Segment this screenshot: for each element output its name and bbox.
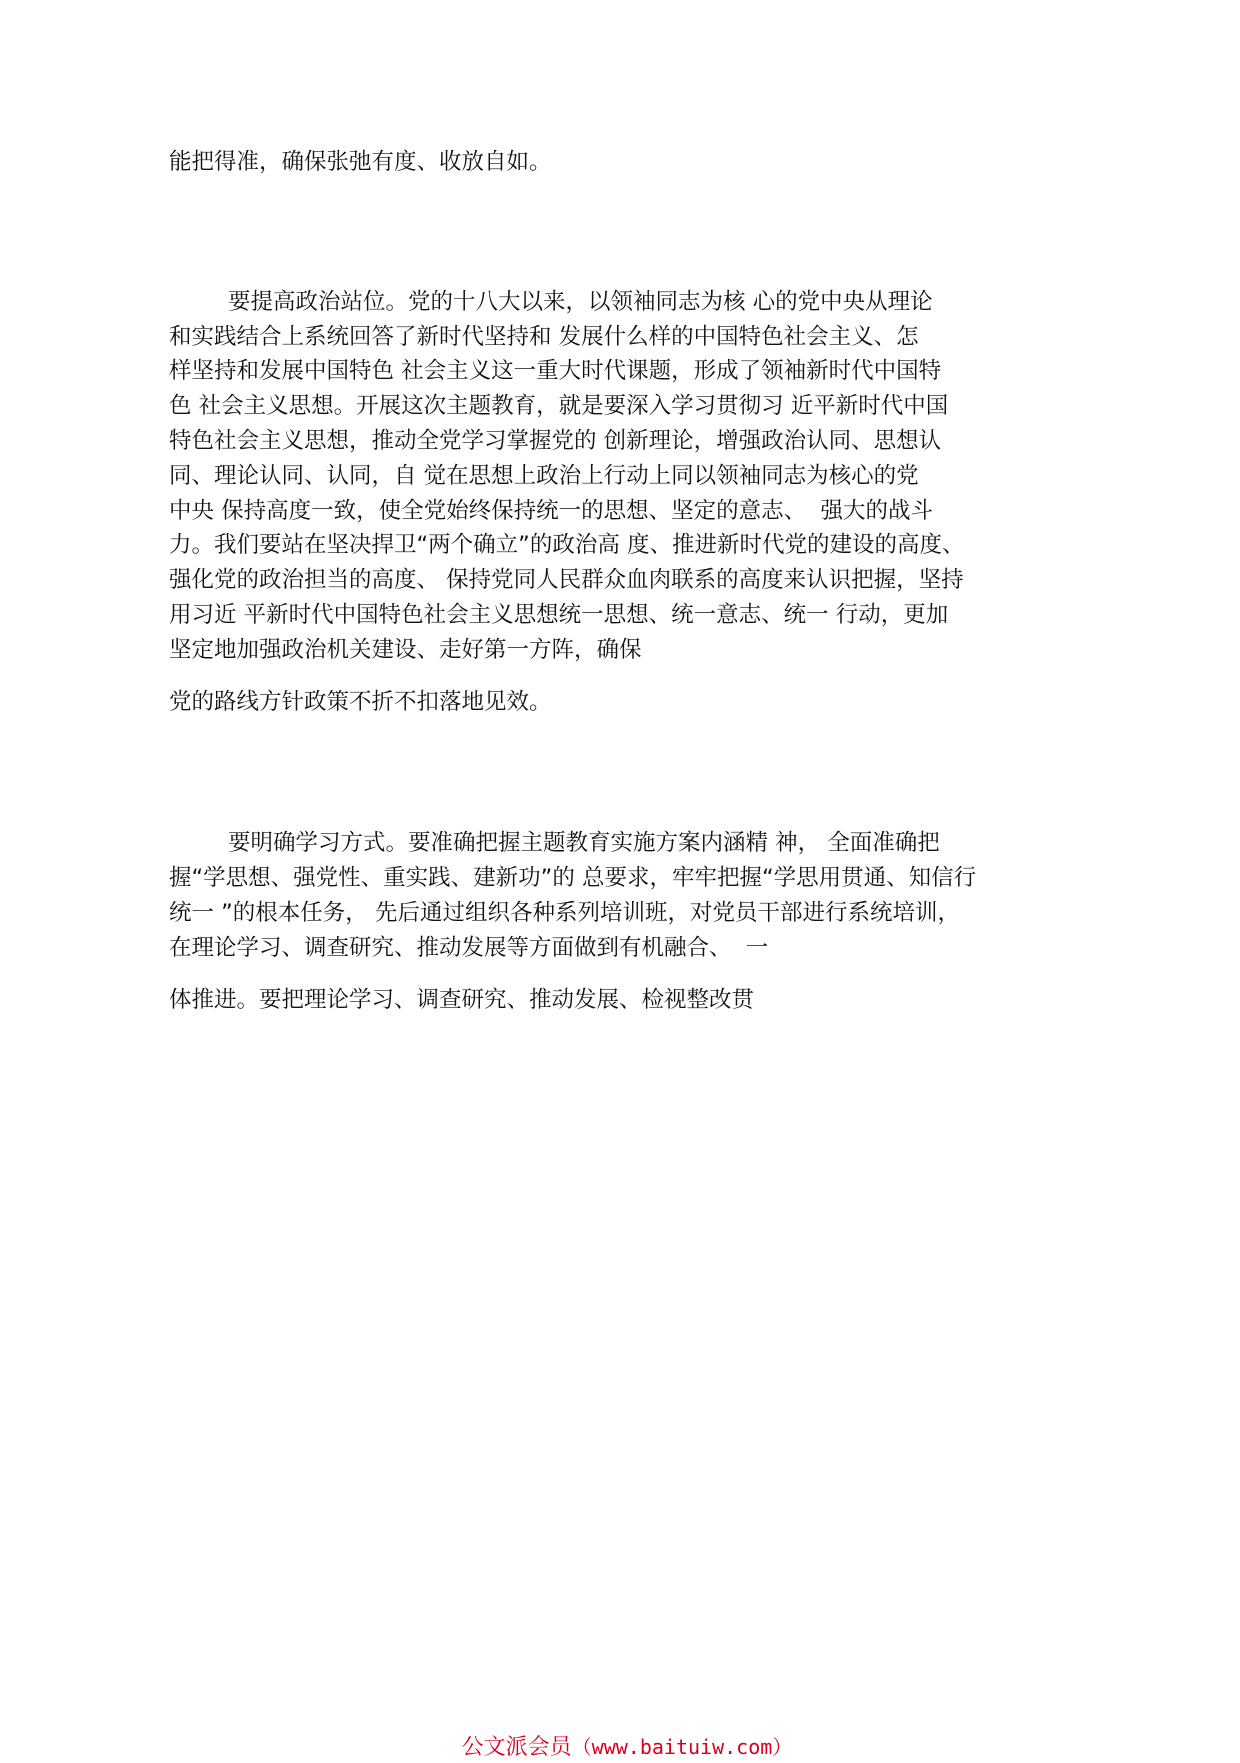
paragraph-line: 和实践结合上系统回答了新时代坚持和 发展什么样的中国特色社会主义、怎 — [169, 324, 919, 350]
paragraph-line: 坚定地加强政治机关建设、走好第一方阵，确保 — [169, 637, 642, 663]
paragraph-line: 强化党的政治担当的高度、 保持党同人民群众血肉联系的高度来认识把握，坚持 — [169, 567, 964, 593]
paragraph-line: 用习近 平新时代中国特色社会主义思想统一思想、统一意志、统一 行动，更加 — [169, 602, 949, 628]
paragraph-line: 特色社会主义思想，推动全党学习掌握党的 创新理论，增强政治认同、思想认 — [169, 428, 942, 454]
paragraph-line: 在理论学习、调查研究、推动发展等方面做到有机融合、 一 — [169, 935, 769, 961]
paragraph-line: 体推进。要把理论学习、调查研究、推动发展、检视整改贯 — [169, 987, 755, 1013]
paragraph-line: 中央 保持高度一致，使全党始终保持统一的思想、坚定的意志、 强大的战斗 — [169, 498, 933, 524]
paragraph-line: 能把得准，确保张弛有度、收放自如。 — [169, 149, 552, 175]
paragraph-line: 力。我们要站在坚决捍卫“两个确立”的政治高 度、推进新时代党的建设的高度、 — [169, 532, 965, 558]
footer-url[interactable]: （www.baituiw.com） — [571, 1735, 793, 1759]
footer-label: 公文派会员 — [461, 1735, 572, 1760]
paragraph-line: 要明确学习方式。要准确把握主题教育实施方案内涵精 神， 全面准确把 — [228, 830, 940, 856]
paragraph-line: 色 社会主义思想。开展这次主题教育，就是要深入学习贯彻习 近平新时代中国 — [169, 393, 949, 419]
paragraph-line: 党的路线方针政策不折不扣落地见效。 — [169, 689, 552, 715]
paragraph-line: 样坚持和发展中国特色 社会主义这一重大时代课题，形成了领袖新时代中国特 — [169, 358, 942, 384]
paragraph-line: 握“学思想、强党性、重实践、建新功”的 总要求，牢牢把握“学思用贯通、知信行 — [169, 865, 977, 891]
paragraph-line: 统一 ”的根本任务， 先后通过组织各种系列培训班，对党员干部进行系统培训， — [169, 900, 960, 926]
paragraph-line: 同、理论认同、认同，自 觉在思想上政治上行动上同以领袖同志为核心的党 — [169, 463, 919, 489]
paragraph-line: 要提高政治站位。党的十八大以来，以领袖同志为核 心的党中央从理论 — [228, 289, 933, 315]
